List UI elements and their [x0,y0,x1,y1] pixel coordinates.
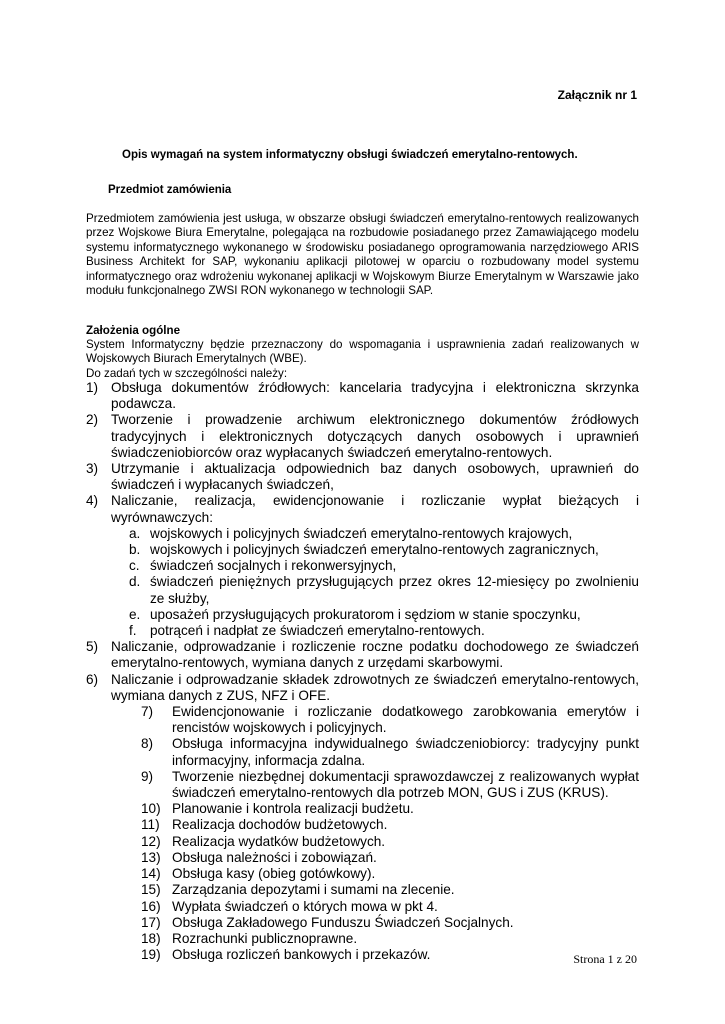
item-text: Realizacja dochodów budżetowych. [172,817,388,833]
list-item [141,947,639,963]
sub-list-item [129,623,639,639]
list-item [86,639,639,671]
list-item [141,914,639,931]
item-text: uposażeń przysługujących prokuratorom i sędziom w stanie spoczynku, [150,606,581,622]
list-item [86,672,639,964]
subject-heading: Przedmiot zamówienia [108,184,232,196]
item-number: 4) [86,493,99,509]
item-text: Obsługa dokumentów źródłowych: kancelaria tradycyjna i elektroniczna skrzynka podawcza. [111,380,639,412]
item-number: 18) [141,930,161,946]
item-text: Obsługa Zakładowego Funduszu Świadczeń Socjalnych. [172,914,514,930]
sub-list [111,526,639,639]
item-letter: f. [129,623,137,639]
tasks-list [86,380,639,963]
item-text: Tworzenie i prowadzenie archiwum elektronicznego dokumentów źródłowych tradycyjnych i elektronicznych dotyczących danych osobowych i uprawnień świadczeniobiorców oraz wypłacanych świadczeń emerytalno-rentowych. [111,412,639,460]
item-number: 13) [141,849,161,865]
list-item [141,866,639,882]
item-number: 5) [86,639,99,655]
list-item [141,882,639,898]
item-text: Obsługa rozliczeń bankowych i przekazów. [172,947,431,963]
item-letter: b. [129,542,141,558]
general-heading: Założenia ogólne [86,324,181,337]
item-number: 10) [141,801,161,817]
item-text: Zarządzania depozytami i sumami na zlecenie. [172,882,455,898]
annex-label: Załącznik nr 1 [557,88,637,102]
item-text: Ewidencjonowanie i rozliczanie dodatkowego zarobkowania emerytów i rencistów wojskowych i policyjnych. [172,704,639,736]
item-text: wojskowych i policyjnych świadczeń emerytalno-rentowych zagranicznych, [150,542,599,558]
item-letter: d. [129,574,141,590]
list-item [141,833,639,850]
item-text: Realizacja wydatków budżetowych. [172,833,386,849]
page-number: Strona 1 z 20 [573,952,637,966]
item-number: 14) [141,866,161,882]
item-letter: a. [129,525,141,541]
subject-paragraph: Przedmiotem zamówienia jest usługa, w obszarze obsługi świadczeń emerytalno-rentowych realizowanych przez Wojskowe Biura Emerytalne, polegająca na rozbudowie posiadanego przez Zamawiającego modelu systemu informatycznego wykonanego w środowisku posiadanego oprogramowania narzędziowego ARIS Business Architekt for SAP, wykonaniu aplikacji pilotowej w oparciu o rozbudowany model systemu informatycznego oraz wdrożeniu wykonanej aplikacji w Wojskowym Biurze Emerytalnym w Warszawie jako modułu funkcjonalnego ZWSI RON wykonanego w technologii SAP. [86,212,639,298]
item-text: świadczeń socjalnych i rekonwersyjnych, [150,558,397,574]
item-text: Rozrachunki publicznoprawne. [172,930,358,946]
item-number: 3) [86,461,99,477]
list-item [141,930,639,947]
item-letter: c. [129,558,140,574]
item-text: potrąceń i nadpłat ze świadczeń emerytalno-rentowych. [150,623,485,639]
tasks-intro: Do zadań tych w szczególności należy: [86,367,288,380]
item-number: 12) [141,833,161,849]
item-letter: e. [129,606,141,622]
item-text: Naliczanie, realizacja, ewidencjonowanie i rozliczanie wypłat bieżących i wyrównawczych: [111,493,639,525]
list-item [141,898,639,915]
item-text: Naliczanie i odprowadzanie składek zdrowotnych ze świadczeń emerytalno-rentowych, wymiana danych z ZUS, NFZ i OFE. [111,671,639,703]
list-item [141,736,639,768]
item-number: 17) [141,914,161,930]
list-item [141,801,639,817]
list-item [141,704,639,736]
item-number: 16) [141,898,161,914]
item-text: Obsługa kasy (obieg gotówkowy). [172,866,376,882]
item-number: 6) [86,671,99,687]
item-text: Planowanie i kontrola realizacji budżetu. [172,801,414,817]
item-number: 15) [141,882,161,898]
item-text: Tworzenie niezbędnej dokumentacji sprawozdawczej z realizowanych wypłat świadczeń emerytalno-rentowych dla potrzeb MON, GUS i ZUS (KRUS). [172,768,639,801]
list-item [86,461,639,493]
item-text: Obsługa należności i zobowiązań. [172,849,377,865]
item-text: Obsługa informacyjna indywidualnego świadczeniobiorcy: tradycyjny punkt informacyjny, informacja zdalna. [172,736,639,768]
list-item [86,493,639,639]
general-paragraph: System Informatyczny będzie przeznaczony do wspomagania i usprawnienia zadań realizowanych w Wojskowych Biurach Emerytalnych (WBE). [86,338,639,366]
sub-list-item [129,574,639,606]
document-title: Opis wymagań na system informatyczny obsługi świadczeń emerytalno-rentowych. [122,149,578,161]
item-number: 19) [141,947,161,963]
item-number: 9) [141,768,154,784]
continued-list [111,704,639,963]
item-text: Utrzymanie i aktualizacja odpowiednich baz danych osobowych, uprawnień do świadczeń i wypłacanych świadczeń, [111,461,639,493]
sub-list-item [129,558,639,574]
item-text: wojskowych i policyjnych świadczeń emerytalno-rentowych krajowych, [150,525,573,541]
list-item [141,768,639,801]
item-number: 8) [141,736,154,752]
item-number: 7) [141,704,154,720]
sub-list-item [129,607,639,623]
list-item [86,380,639,412]
list-item [86,412,639,461]
sub-list-item [129,542,639,558]
item-text: Naliczanie, odprowadzanie i rozliczenie roczne podatku dochodowego ze świadczeń emerytalno-rentowych, wymiana danych z urzędami skarbowymi. [111,639,639,671]
item-number: 11) [141,817,160,833]
sub-list-item [129,526,639,542]
item-text: świadczeń pieniężnych przysługujących przez okres 12-miesięcy po zwolnieniu ze służby, [150,574,639,606]
list-item [141,817,639,833]
list-item [141,849,639,866]
item-text: Wypłata świadczeń o których mowa w pkt 4. [172,898,438,914]
item-number: 2) [86,412,99,428]
item-number: 1) [86,380,99,395]
